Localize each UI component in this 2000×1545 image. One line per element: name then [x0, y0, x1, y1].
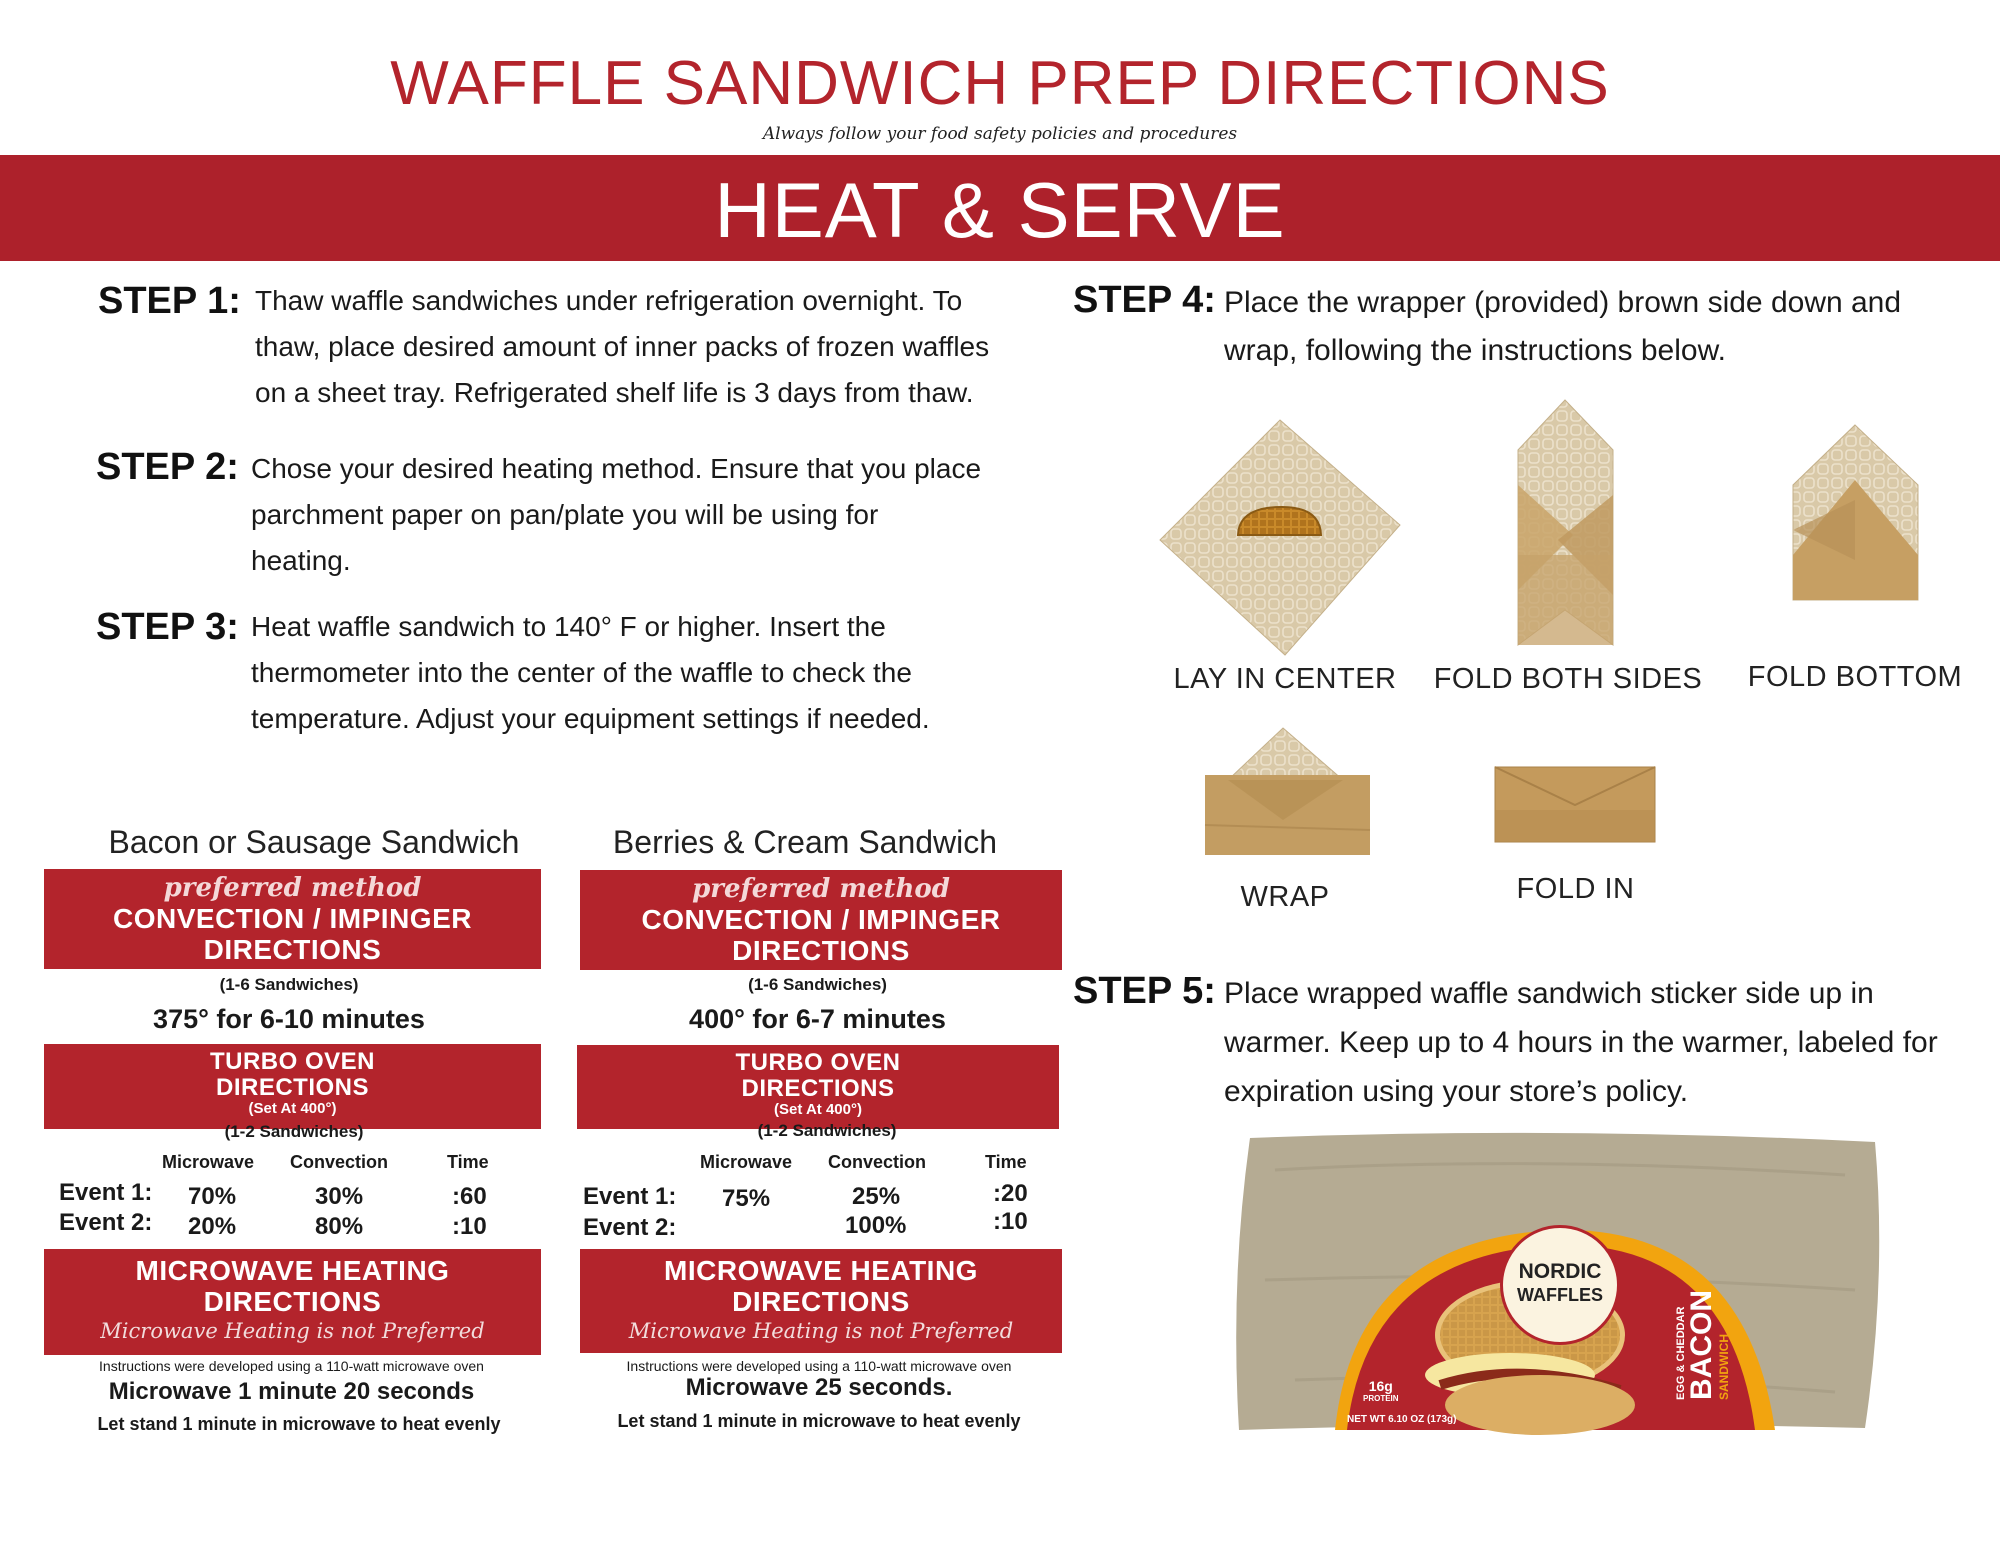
step-2-line: Chose your desired heating method. Ensure that you place [251, 453, 982, 484]
col-2-hdr-time: Time [985, 1152, 1027, 1172]
caption-fold-both-sides: FOLD BOTH SIDES [1433, 663, 1703, 695]
col-2-microwave-head-1: MICROWAVE HEATING [664, 1255, 978, 1286]
protein-badge [1363, 1378, 1399, 1403]
step-3-line: Heat waffle sandwich to 140° F or higher. Insert the [251, 611, 886, 642]
flavor-sub: EGG & CHEDDAR [1675, 1306, 1687, 1400]
banner [0, 155, 2000, 261]
col-1-event-2-time: :10 [452, 1213, 487, 1240]
fold-both-sides-image [1513, 395, 1618, 650]
step-2-line: heating. [251, 545, 351, 576]
caption-fold-bottom: FOLD BOTTOM [1747, 661, 1963, 693]
brand-logo [1500, 1225, 1620, 1345]
col-1-event-1-label: Event 1: [59, 1179, 153, 1206]
col-2-convection-box [580, 870, 1062, 970]
brand-line-1: NORDIC [1518, 1260, 1602, 1283]
wrapped-sandwich-image [1235, 1130, 1885, 1435]
step-5-line: warmer. Keep up to 4 hours in the warmer, labeled for [1224, 1026, 1938, 1059]
col-2-turbo-head-2: DIRECTIONS [741, 1075, 895, 1102]
col-2-convection-head-1: CONVECTION / IMPINGER [641, 904, 1001, 935]
col-1-microwave-time: Microwave 1 minute 20 seconds [108, 1378, 475, 1405]
col-1-turbo-head-2: DIRECTIONS [215, 1074, 369, 1101]
step-3-line: temperature. Adjust your equipment settings if needed. [251, 703, 930, 734]
col-2-event-1-convection: 25% [852, 1183, 901, 1210]
step-1-label: STEP 1: [98, 280, 241, 322]
col-1-preferred: preferred method [163, 873, 422, 903]
col-1-event-1-time: :60 [452, 1183, 487, 1210]
fold-bottom-image [1788, 420, 1923, 605]
flavor-label [1675, 1280, 1825, 1400]
col-1-microwave-head-2: DIRECTIONS [203, 1286, 382, 1317]
col-2-event-2-convection: 100% [845, 1212, 907, 1239]
step-2-text [251, 446, 981, 584]
col-2-microwave-note: Microwave Heating is not Preferred [628, 1319, 1014, 1343]
col-2-microwave-time: Microwave 25 seconds. [685, 1374, 953, 1401]
fold-in-image [1493, 765, 1658, 845]
protein-label: PROTEIN [1363, 1394, 1399, 1403]
caption-wrap: WRAP [1240, 881, 1330, 913]
col-2-convection-setting: 400° for 6-7 minutes [689, 1004, 946, 1034]
flavor-name: BACON [1685, 1290, 1718, 1400]
step-1-line: on a sheet tray. Refrigerated shelf life is 3 days from thaw. [255, 377, 974, 408]
step-1-line: Thaw waffle sandwiches under refrigeration overnight. To [255, 285, 963, 316]
col-2-turbo-head-1: TURBO OVEN [735, 1049, 901, 1076]
col-1-turbo-set: (Set At 400°) [248, 1100, 337, 1117]
col-2-event-2-time: :10 [993, 1208, 1028, 1235]
col-2-convection-qty: (1-6 Sandwiches) [748, 975, 887, 994]
col-1-microwave-head-1: MICROWAVE HEATING [135, 1255, 450, 1286]
col-1-microwave-instr: Instructions were developed using a 110-watt microwave oven [99, 1358, 484, 1374]
step-4-label: STEP 4: [1073, 279, 1216, 321]
col-2-title: Berries & Cream Sandwich [612, 824, 998, 860]
wrap-image [1203, 725, 1373, 860]
step-2-label: STEP 2: [96, 446, 239, 488]
step-3-line: thermometer into the center of the waffle to check the [251, 657, 912, 688]
step-4-line: wrap, following the instructions below. [1224, 334, 1726, 367]
col-2-hdr-microwave: Microwave [700, 1152, 793, 1172]
step-4-line: Place the wrapper (provided) brown side down and [1224, 286, 1902, 319]
col-1-turbo-head-1: TURBO OVEN [209, 1048, 375, 1075]
col-2-convection-head-2: DIRECTIONS [732, 935, 910, 966]
col-2-turbo-qty: (1-2 Sandwiches) [757, 1121, 897, 1140]
col-1-event-2-convection: 80% [315, 1213, 364, 1240]
col-1-event-2-label: Event 2: [59, 1209, 153, 1236]
col-1-turbo-qty: (1-2 Sandwiches) [224, 1122, 364, 1141]
net-weight: NET WT 6.10 OZ (173g) [1347, 1414, 1457, 1425]
protein-amount: 16g [1368, 1378, 1393, 1394]
step-2-line: parchment paper on pan/plate you will be using for [251, 499, 879, 530]
col-1-microwave-stand: Let stand 1 minute in microwave to heat evenly [97, 1414, 501, 1434]
step-3-text [251, 604, 930, 742]
col-1-hdr-time: Time [447, 1152, 489, 1172]
step-5-label: STEP 5: [1073, 970, 1216, 1012]
col-1-convection-setting: 375° for 6-10 minutes [153, 1004, 425, 1034]
col-1-event-1-microwave: 70% [188, 1183, 237, 1210]
col-2-microwave-instr: Instructions were developed using a 110-watt microwave oven [626, 1358, 1012, 1374]
col-1-event-1-convection: 30% [315, 1183, 364, 1210]
col-2-event-1-time: :20 [993, 1180, 1028, 1207]
col-2-turbo-set: (Set At 400°) [774, 1101, 862, 1118]
caption-fold-in: FOLD IN [1516, 873, 1635, 905]
col-2-microwave-stand: Let stand 1 minute in microwave to heat evenly [617, 1411, 1021, 1431]
col-1-convection-qty: (1-6 Sandwiches) [219, 975, 359, 994]
page-subtitle: Always follow your food safety policies and procedures [762, 124, 1238, 144]
step-5-line: expiration using your store’s policy. [1224, 1075, 1689, 1108]
product-name: SANDWICH [1717, 1334, 1731, 1400]
col-2-event-2-label: Event 2: [583, 1214, 677, 1241]
step-5-line: Place wrapped waffle sandwich sticker side up in [1224, 977, 1874, 1010]
col-1-title: Bacon or Sausage Sandwich [108, 824, 520, 860]
caption-lay-in-center: LAY IN CENTER [1173, 663, 1397, 695]
col-2-microwave-head-2: DIRECTIONS [732, 1286, 910, 1317]
step-5-text [1224, 969, 1938, 1116]
brand-line-2: WAFFLES [1517, 1285, 1603, 1305]
col-2-hdr-convection: Convection [828, 1152, 927, 1172]
step-4-text [1224, 279, 1901, 375]
col-1-convection-head-1: CONVECTION / IMPINGER [113, 903, 472, 934]
step-3-label: STEP 3: [96, 606, 239, 648]
col-1-hdr-microwave: Microwave [162, 1152, 255, 1172]
col-2-turbo-box [577, 1045, 1059, 1129]
col-2-event-1-microwave: 75% [722, 1185, 771, 1212]
page-title: WAFFLE SANDWICH PREP DIRECTIONS [390, 49, 1610, 118]
col-2-event-1-label: Event 1: [583, 1183, 677, 1210]
col-1-microwave-note: Microwave Heating is not Preferred [100, 1319, 485, 1343]
col-1-convection-head-2: DIRECTIONS [203, 934, 382, 965]
col-1-turbo-box [44, 1044, 541, 1129]
col-1-hdr-convection: Convection [290, 1152, 389, 1172]
col-2-preferred: preferred method [692, 874, 950, 904]
col-2-microwave-box [580, 1249, 1062, 1353]
col-1-microwave-box [44, 1249, 541, 1355]
banner-title: HEAT & SERVE [714, 166, 1286, 254]
col-1-convection-box [44, 869, 541, 969]
lay-in-center-image [1155, 415, 1405, 660]
step-1-line: thaw, place desired amount of inner packs of frozen waffles [255, 331, 990, 362]
step-1-text [255, 278, 989, 416]
col-1-event-2-microwave: 20% [188, 1213, 237, 1240]
